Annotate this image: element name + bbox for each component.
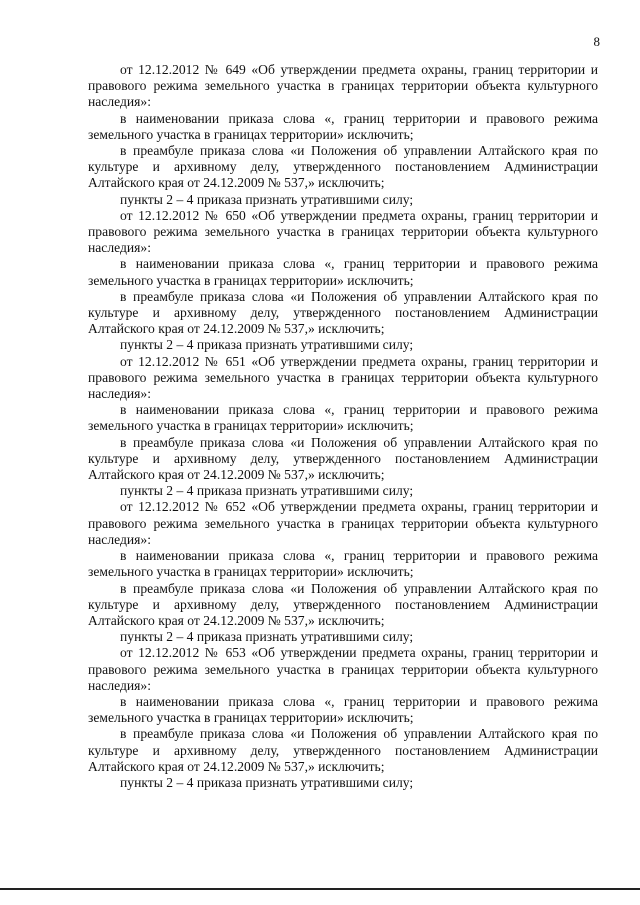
document-body	[88, 62, 598, 791]
paragraph: от 12.12.2012 № 651 «Об утверждении предмета охраны, границ территории и правового режима земельного участка в границах территории объекта культурного наследия»:	[88, 353, 598, 402]
scan-edge-divider	[0, 888, 640, 890]
paragraph: пункты 2 – 4 приказа признать утратившими силу;	[120, 483, 414, 499]
paragraph: в преамбуле приказа слова «и Положения об управлении Алтайского края по культуре и архивному делу, утвержденного постановлением Администрации Алтайского края от 24.12.2009 № 537,» исключить;	[88, 143, 598, 191]
paragraph: пункты 2 – 4 приказа признать утратившими силу;	[120, 191, 414, 207]
paragraph: в преамбуле приказа слова «и Положения об управлении Алтайского края по культуре и архивному делу, утвержденного постановлением Администрации Алтайского края от 24.12.2009 № 537,» исключить;	[88, 288, 598, 337]
paragraph: от 12.12.2012 № 650 «Об утверждении предмета охраны, границ территории и правового режима земельного участка в границах территории объекта культурного наследия»:	[88, 207, 598, 256]
paragraph: в наименовании приказа слова «, границ территории и правового режима земельного участка в границах территории» исключить;	[88, 256, 598, 288]
paragraph: от 12.12.2012 № 653 «Об утверждении предмета охраны, границ территории и правового режима земельного участка в границах территории объекта культурного наследия»:	[88, 645, 598, 693]
paragraph: в преамбуле приказа слова «и Положения об управлении Алтайского края по культуре и архивному делу, утвержденного постановлением Администрации Алтайского края от 24.12.2009 № 537,» исключить;	[88, 580, 598, 628]
paragraph: пункты 2 – 4 приказа признать утратившими силу;	[120, 337, 414, 353]
page-number: 8	[593, 34, 600, 49]
paragraph: в наименовании приказа слова «, границ территории и правового режима земельного участка в границах территории» исключить;	[88, 110, 598, 142]
paragraph: в наименовании приказа слова «, границ территории и правового режима земельного участка в границах территории» исключить;	[88, 548, 598, 580]
paragraph: в преамбуле приказа слова «и Положения об управлении Алтайского края по культуре и архивному делу, утвержденного постановлением Администрации Алтайского края от 24.12.2009 № 537,» исключить;	[88, 434, 598, 483]
paragraph: пункты 2 – 4 приказа признать утратившими силу;	[120, 629, 414, 645]
paragraph: пункты 2 – 4 приказа признать утратившими силу;	[120, 774, 414, 790]
paragraph: от 12.12.2012 № 652 «Об утверждении предмета охраны, границ территории и правового режима земельного участка в границах территории объекта культурного наследия»:	[88, 499, 598, 547]
paragraph: в наименовании приказа слова «, границ территории и правового режима земельного участка в границах территории» исключить;	[88, 693, 598, 726]
paragraph: в преамбуле приказа слова «и Положения об управлении Алтайского края по культуре и архивному делу, утвержденного постановлением Администрации Алтайского края от 24.12.2009 № 537,» исключить;	[88, 726, 598, 774]
paragraph: в наименовании приказа слова «, границ территории и правового режима земельного участка в границах территории» исключить;	[88, 402, 598, 434]
paragraph: от 12.12.2012 № 649 «Об утверждении предмета охраны, границ территории и правового режима земельного участка в границах территории объекта культурного наследия»:	[88, 62, 598, 110]
